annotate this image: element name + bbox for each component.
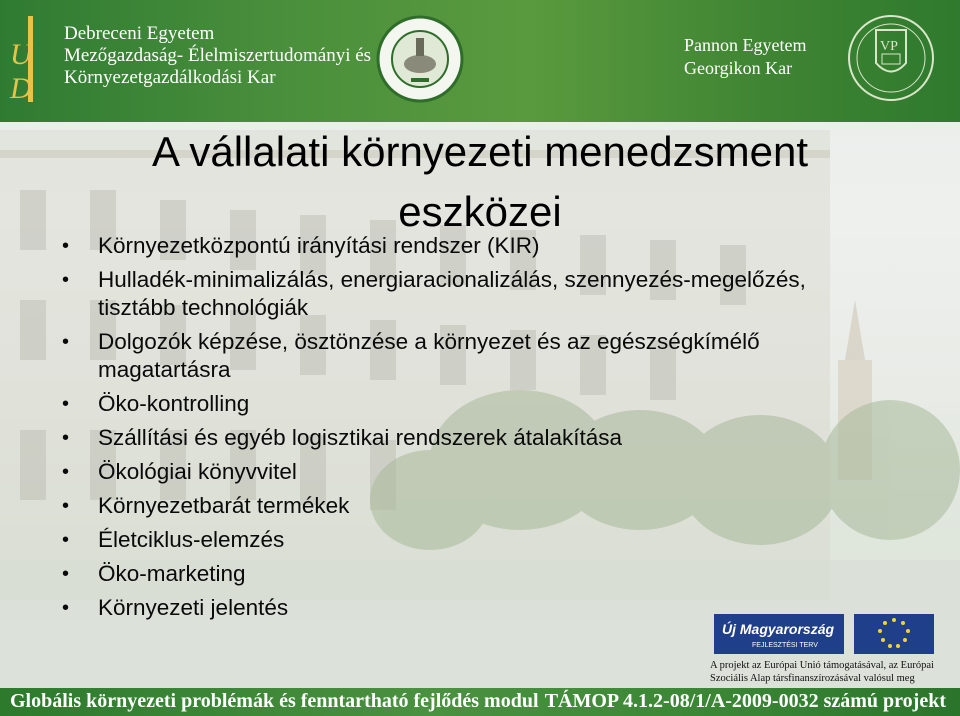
bullet-item: • Öko-kontrolling xyxy=(58,390,818,418)
bullet-item: • Hulladék-minimalizálás, energiaracionalizálás, szennyezés-megelőzés, tisztább technológiák xyxy=(58,266,818,322)
pannon-crest-icon xyxy=(846,8,936,108)
round-seal-icon xyxy=(375,14,465,104)
eu-logo-text: Új Magyarország xyxy=(722,621,835,637)
footer-module-name: Globális környezeti problémák és fenntartható fejlődés modul xyxy=(10,690,539,712)
header-left-line-2: Mezőgazdaság- Élelmiszertudományi és xyxy=(64,45,372,66)
svg-text:VP: VP xyxy=(880,39,898,54)
bullet-item: • Dolgozók képzése, ösztönzése a környezet és az egészségkímélő magatartásra xyxy=(58,328,818,384)
slide-title xyxy=(0,122,960,242)
uj-magyarorszag-logo-icon xyxy=(708,610,948,658)
debrecen-university-name xyxy=(64,23,371,89)
debrecen-logo-icon xyxy=(6,14,56,106)
eu-funding-note xyxy=(710,659,960,685)
pannon-university-name xyxy=(684,34,806,80)
title-line-2: eszközei xyxy=(398,188,562,235)
eu-note-line-1: A projekt az Európai Unió támogatásával, az Európai xyxy=(710,660,934,671)
title-line-1: A vállalati környezeti menedzsment xyxy=(152,128,808,175)
eu-logo-subtext: FEJLESZTÉSI TERV xyxy=(752,642,818,649)
header-left-line-3: Környezetgazdálkodási Kar xyxy=(64,67,276,88)
bullet-item: • Környezetközpontú irányítási rendszer (KIR) xyxy=(58,232,818,260)
header-right-line-1: Pannon Egyetem xyxy=(684,35,807,55)
bullet-item: • Szállítási és egyéb logisztikai rendszerek átalakítása xyxy=(58,424,818,452)
bullet-item: • Környezetbarát termékek xyxy=(58,492,818,520)
header-right-line-2: Georgikon Kar xyxy=(684,58,793,78)
footer-band xyxy=(0,688,960,716)
bullet-item: • Életciklus-elemzés xyxy=(58,526,818,554)
svg-text:U: U xyxy=(10,38,32,71)
bullet-list xyxy=(58,232,818,628)
header-band xyxy=(0,0,960,122)
header-left-line-1: Debreceni Egyetem xyxy=(64,23,215,44)
bullet-item: • Öko-marketing xyxy=(58,560,818,588)
bullet-item: • Ökológiai könyvvitel xyxy=(58,458,818,486)
bullet-item: • Környezeti jelentés xyxy=(58,594,818,622)
svg-text:D: D xyxy=(10,72,32,105)
footer-project-id: TÁMOP 4.1.2-08/1/A-2009-0032 számú projekt xyxy=(544,690,946,712)
eu-note-line-2: Szociális Alap társfinanszírozásával valósul meg xyxy=(710,673,915,684)
